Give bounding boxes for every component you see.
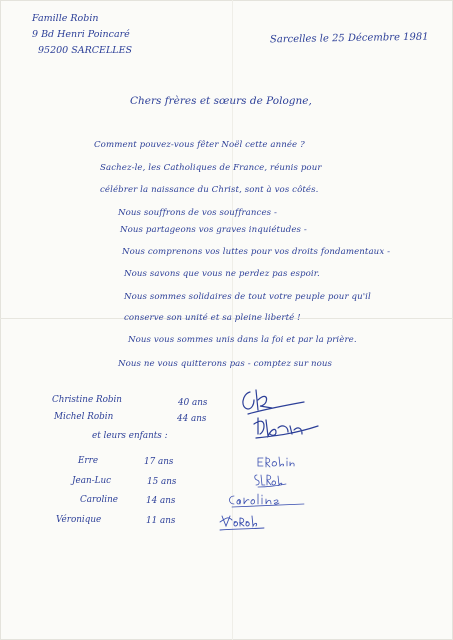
signatory-name: Michel Robin bbox=[54, 412, 114, 422]
child-age: 11 ans bbox=[146, 516, 176, 526]
body-line: Sachez-le, les Catholiques de France, réunis pour bbox=[100, 163, 322, 173]
salutation: Chers frères et sœurs de Pologne, bbox=[130, 95, 312, 107]
child-name: Jean-Luc bbox=[72, 476, 112, 486]
body-line: célébrer la naissance du Christ, sont à vos côtés. bbox=[100, 185, 319, 195]
signature-michel bbox=[252, 414, 322, 449]
body-line: Nous vous sommes unis dans la foi et par la prière. bbox=[128, 335, 357, 345]
child-age: 14 ans bbox=[146, 496, 176, 506]
body-line: Nous savons que vous ne perdez pas espoir. bbox=[124, 269, 320, 279]
child-name: Caroline bbox=[80, 495, 118, 505]
sender-name: Famille Robin bbox=[32, 13, 99, 24]
signatory-age: 44 ans bbox=[177, 414, 207, 424]
body-line: Comment pouvez-vous fêter Noël cette année ? bbox=[94, 140, 305, 150]
child-name: Erre bbox=[78, 456, 99, 466]
place-date: Sarcelles le 25 Décembre 1981 bbox=[269, 31, 429, 46]
body-line: Nous sommes solidaires de tout votre peuple pour qu'il bbox=[124, 292, 371, 302]
child-age: 15 ans bbox=[147, 477, 177, 487]
body-line: Nous souffrons de vos souffrances - bbox=[118, 208, 277, 218]
sender-street: 9 Bd Henri Poincaré bbox=[32, 29, 130, 40]
body-line: Nous partageons vos graves inquiétudes - bbox=[120, 225, 307, 235]
child-name: Véronique bbox=[56, 515, 102, 525]
body-line: Nous ne vous quitterons pas - comptez sur nous bbox=[118, 359, 333, 369]
sender-city: 95200 SARCELLES bbox=[38, 45, 133, 56]
body-line: Nous comprenons vos luttes pour vos droits fondamentaux - bbox=[122, 247, 391, 257]
signatory-name: Christine Robin bbox=[52, 395, 122, 405]
signature-veronique bbox=[218, 512, 266, 539]
child-age: 17 ans bbox=[144, 457, 174, 467]
body-line: conserve son unité et sa pleine liberté ! bbox=[124, 313, 301, 323]
children-heading: et leurs enfants : bbox=[92, 431, 168, 441]
signatory-age: 40 ans bbox=[178, 398, 208, 408]
